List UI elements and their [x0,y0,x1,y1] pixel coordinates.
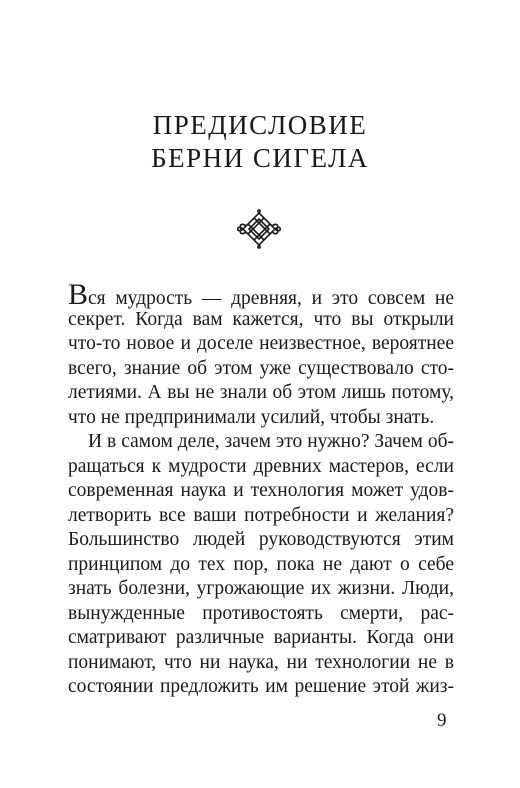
paragraph-2-line: принципом до тех пор, пока не дают о себе [68,553,454,575]
paragraph-2-line: ращаться к мудрости древних мастеров, если [68,455,454,477]
page-number: 9 [437,710,447,731]
endless-knot-icon [234,209,284,249]
paragraph-2-line: знать болезни, угрожающие их жизни. Люди, [68,578,454,599]
paragraph-1-line: что-то новое и доселе неизвестное, вероятнее [68,333,454,354]
paragraph-1-first-line-text: ся мудрость — древняя, и это совсем не [88,288,454,309]
paragraph-1-line: что не предпринимали усилий, чтобы знать. [68,406,435,428]
paragraph-2-line: вынужденные противостоять смерти, рас- [68,602,454,624]
body-text [68,278,454,700]
paragraph-1-line: летиями. А вы не знали об этом лишь потому, [68,382,454,403]
paragraph-2-line: летворить все ваши потребности и желания? [68,504,454,526]
paragraph-2-line: понимают, что ни наука, ни технологии не в [68,651,454,673]
paragraph-2-line: сматривают различные варианты. Когда они [68,627,454,648]
paragraph-1-line-1 [68,278,454,311]
paragraph-2-line: состоянии предложить им решение этой жиз- [68,676,454,697]
paragraph-1-line: секрет. Когда вам кажется, что вы открыли [68,308,454,330]
chapter-title-line-2: БЕРНИ СИГЕЛА [151,143,369,173]
paragraph-2-line: современная наука и технология может удов- [68,480,454,501]
drop-cap: В [68,278,89,311]
paragraph-2-line: И в самом деле, зачем это нужно? Зачем об- [88,431,454,452]
chapter-title-line-1: ПРЕДИСЛОВИЕ [152,110,368,140]
paragraph-1-line: всего, знание об этом уже существовало сто- [68,357,454,379]
paragraph-2-line: Большинство людей руководствуются этим [68,529,454,550]
